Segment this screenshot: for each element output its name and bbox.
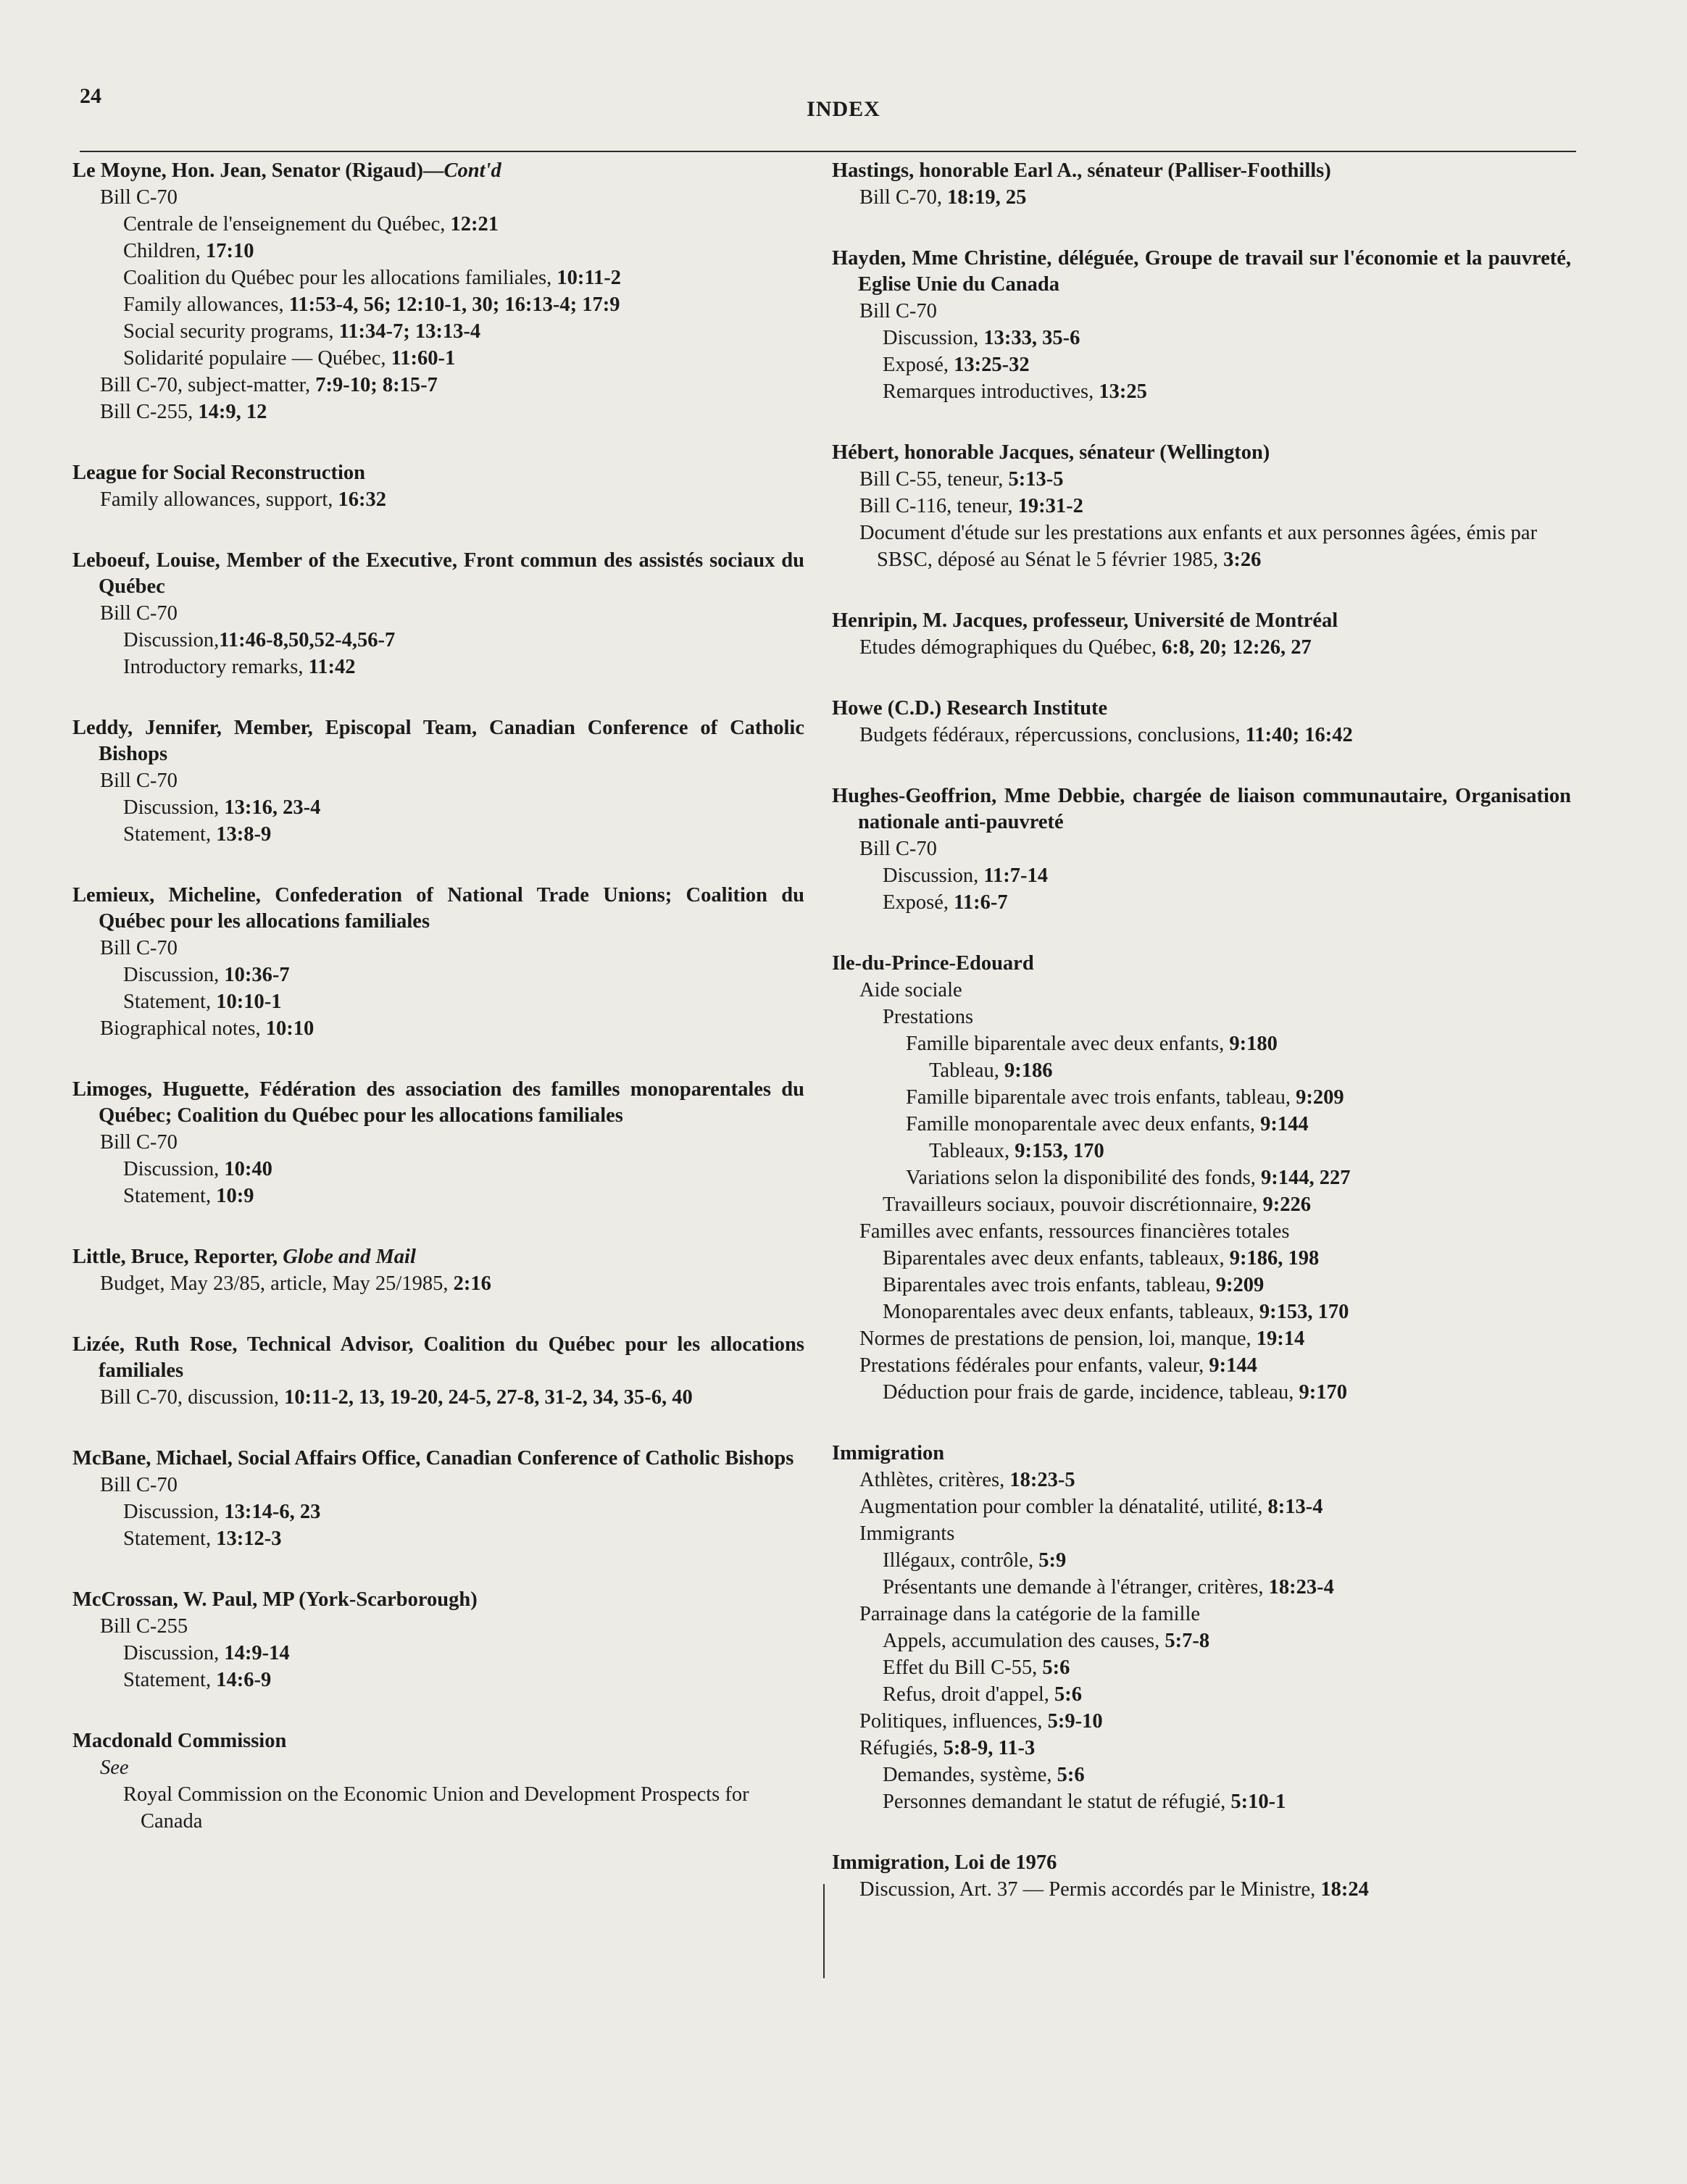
page-reference: 9:153, 170 <box>1259 1301 1349 1323</box>
index-entry <box>72 1587 804 1693</box>
subline-text: Monoparentales avec deux enfants, tableaux, <box>883 1301 1259 1323</box>
entry-heading-text: Le Moyne, Hon. Jean, Senator (Rigaud)— <box>72 159 444 182</box>
page-reference: 5:7-8 <box>1165 1630 1210 1652</box>
entry-subline <box>72 264 804 291</box>
subline-text: Prestations fédérales pour enfants, valeur, <box>859 1354 1209 1377</box>
subline-text: Etudes démographiques du Québec, <box>859 636 1162 659</box>
entry-subline <box>72 794 804 821</box>
entry-heading <box>832 158 1571 184</box>
page-reference: 16:32 <box>338 488 386 511</box>
page-reference: 5:6 <box>1042 1656 1070 1679</box>
page-reference: 11:34-7; 13:13-4 <box>338 320 481 343</box>
index-entry <box>832 608 1571 661</box>
subline-text: Royal Commission on the Economic Union and Development Prospects for Canada <box>123 1783 749 1833</box>
entry-subline <box>72 962 804 988</box>
entry-subline <box>72 1015 804 1042</box>
entry-subline <box>832 1379 1571 1406</box>
subline-text: Discussion, <box>123 1158 225 1180</box>
subline-text: Social security programs, <box>123 320 339 343</box>
page-reference: 9:144, 227 <box>1260 1167 1351 1189</box>
page-reference: 7:9-10; 8:15-7 <box>315 374 438 396</box>
page-reference: 3:26 <box>1223 549 1262 571</box>
subline-text: Déduction pour frais de garde, incidence, tableau, <box>883 1381 1299 1404</box>
entry-subline <box>832 1708 1571 1735</box>
entry-subline <box>72 654 804 680</box>
entry-subline <box>832 1601 1571 1627</box>
subline-text: Bill C-70, <box>859 186 948 209</box>
subline-text: Appels, accumulation des causes, <box>883 1630 1165 1652</box>
index-entry <box>72 1332 804 1411</box>
page-reference: 14:6-9 <box>216 1669 272 1691</box>
index-entry <box>72 1077 804 1209</box>
page-reference: 2:16 <box>453 1272 491 1295</box>
entry-subline <box>832 1272 1571 1299</box>
entry-subline <box>832 1493 1571 1520</box>
index-entry <box>832 1441 1571 1815</box>
page-reference: 11:46-8,50,52-4,56-7 <box>219 629 396 651</box>
subline-text: Bill C-70 <box>100 602 178 625</box>
subline-text: Bill C-70, subject-matter, <box>100 374 316 396</box>
index-entry <box>72 883 804 1042</box>
subline-text: See <box>100 1756 129 1779</box>
entry-heading-text: Lizée, Ruth Rose, Technical Advisor, Coalition du Québec pour les allocations familiales <box>72 1333 804 1382</box>
header-rule <box>80 151 1576 152</box>
subline-text: Remarques introductives, <box>883 380 1099 403</box>
subline-text: Bill C-70 <box>100 1474 178 1496</box>
entry-subline <box>72 1183 804 1209</box>
subline-text: Introductory remarks, <box>123 656 309 678</box>
entry-subline <box>832 862 1571 889</box>
page-reference: 10:9 <box>216 1185 254 1207</box>
page-reference: 18:19, 25 <box>947 186 1027 209</box>
entry-subline <box>72 1472 804 1499</box>
entry-heading-text: Lemieux, Micheline, Confederation of National Trade Unions; Coalition du Québec pour les allocations familiales <box>72 884 804 933</box>
entry-subline <box>832 835 1571 862</box>
entry-subline <box>832 1520 1571 1547</box>
entry-subline <box>832 520 1571 573</box>
subline-text: Children, <box>123 240 206 262</box>
subline-text: Discussion, <box>123 629 220 651</box>
subline-text: Statement, <box>123 1185 217 1207</box>
entry-heading <box>832 246 1571 298</box>
page-reference: 12:21 <box>450 213 499 236</box>
entry-heading <box>832 696 1571 722</box>
subline-text: Family allowances, <box>123 293 289 316</box>
entry-subline <box>72 486 804 513</box>
entry-heading-text: Limoges, Huguette, Fédération des association des familles monoparentales du Québec; Coalition du Québec pour les allocations familiales <box>72 1078 804 1127</box>
entry-subline <box>832 1004 1571 1030</box>
entry-subline <box>72 1499 804 1525</box>
subline-text: Bill C-70 <box>100 770 178 792</box>
index-entry <box>832 158 1571 211</box>
page-reference: 10:40 <box>224 1158 272 1180</box>
page-reference: 9:153, 170 <box>1015 1140 1104 1162</box>
page-reference: 11:40; 16:42 <box>1245 724 1353 746</box>
entry-heading-text: McCrossan, W. Paul, MP (York-Scarborough) <box>72 1588 478 1611</box>
index-entry <box>832 696 1571 749</box>
entry-heading <box>832 1441 1571 1467</box>
entry-subline <box>832 466 1571 493</box>
entry-heading <box>72 883 804 935</box>
subline-text: Famille biparentale avec deux enfants, <box>906 1033 1230 1055</box>
entry-subline <box>832 1218 1571 1245</box>
entry-heading-text: Hastings, honorable Earl A., sénateur (Palliser-Foothills) <box>832 159 1331 182</box>
subline-text: Athlètes, critères, <box>859 1469 1010 1491</box>
entry-subline <box>832 325 1571 351</box>
entry-heading <box>832 783 1571 835</box>
index-entry <box>72 1728 804 1835</box>
page-reference: 5:13-5 <box>1008 468 1064 491</box>
entry-subline <box>832 1138 1571 1164</box>
subline-text: Bill C-70, discussion, <box>100 1386 285 1409</box>
subline-text: Parrainage dans la catégorie de la famille <box>859 1603 1201 1625</box>
subline-text: Discussion, <box>123 796 225 819</box>
subline-text: Budget, May 23/85, article, May 25/1985, <box>100 1272 454 1295</box>
subline-text: Aide sociale <box>859 979 962 1001</box>
subline-text: Bill C-55, teneur, <box>859 468 1009 491</box>
entry-subline <box>832 184 1571 211</box>
entry-heading <box>832 951 1571 977</box>
entry-subline <box>72 767 804 794</box>
left-column <box>72 158 804 1870</box>
entry-subline <box>832 298 1571 325</box>
entry-heading <box>72 1728 804 1754</box>
entry-heading <box>72 1587 804 1613</box>
subline-text: Biographical notes, <box>100 1017 266 1040</box>
page-reference: 9:209 <box>1215 1274 1265 1296</box>
subline-text: Famille biparentale avec trois enfants, tableau, <box>906 1086 1296 1109</box>
entry-subline <box>832 378 1571 405</box>
index-entry <box>72 1244 804 1297</box>
entry-subline <box>72 600 804 627</box>
page-reference: 5:8-9, 11-3 <box>943 1737 1036 1759</box>
entry-heading <box>832 1850 1571 1876</box>
entry-heading-text: Hayden, Mme Christine, déléguée, Groupe de travail sur l'économie et la pauvreté, Eglise Unie du Canada <box>832 247 1571 296</box>
subline-text: Centrale de l'enseignement du Québec, <box>123 213 451 236</box>
entry-heading <box>72 548 804 600</box>
subline-text: Statement, <box>123 1527 217 1550</box>
page-reference: 10:36-7 <box>224 964 290 986</box>
entry-subline <box>72 345 804 372</box>
subline-text: Bill C-255, <box>100 401 199 423</box>
subline-text: Immigrants <box>859 1522 955 1545</box>
entry-subline <box>72 627 804 654</box>
entry-heading-text: Macdonald Commission <box>72 1730 287 1752</box>
subline-text: Coalition du Québec pour les allocations familiales, <box>123 267 557 289</box>
page-reference: 9:226 <box>1262 1193 1311 1216</box>
page-reference: 9:180 <box>1229 1033 1278 1055</box>
entry-subline <box>72 1270 804 1297</box>
subline-text: Family allowances, support, <box>100 488 338 511</box>
subline-text: Tableaux, <box>929 1140 1015 1162</box>
page-reference: 19:14 <box>1256 1328 1305 1350</box>
entry-subline <box>72 988 804 1015</box>
entry-subline <box>832 977 1571 1004</box>
column-divider <box>823 1884 825 1978</box>
subline-text: Réfugiés, <box>859 1737 944 1759</box>
entry-subline <box>832 493 1571 520</box>
entry-subline <box>832 722 1571 749</box>
subline-text: Bill C-70 <box>859 300 937 322</box>
entry-subline <box>832 1788 1571 1815</box>
page-reference: 10:11-2, 13, 19-20, 24-5, 27-8, 31-2, 34, 35-6, 40 <box>284 1386 693 1409</box>
subline-text: Document d'étude sur les prestations aux enfants et aux personnes âgées, émis par SBSC, déposé au Sénat le 5 février 1985, <box>859 522 1538 571</box>
entry-subline <box>72 291 804 318</box>
index-entry <box>832 440 1571 573</box>
entry-subline <box>832 1681 1571 1708</box>
entry-subline <box>832 1627 1571 1654</box>
subline-text: Bill C-70 <box>100 1131 178 1154</box>
entry-heading-text: McBane, Michael, Social Affairs Office, Canadian Conference of Catholic Bishops <box>72 1447 794 1470</box>
entry-subline <box>832 1245 1571 1272</box>
entry-subline <box>832 1084 1571 1111</box>
entry-subline <box>72 1640 804 1667</box>
subline-text: Politiques, influences, <box>859 1710 1048 1733</box>
entry-subline <box>832 1164 1571 1191</box>
subline-text: Budgets fédéraux, répercussions, conclusions, <box>859 724 1246 746</box>
entry-subline <box>72 318 804 345</box>
subline-text: Biparentales avec deux enfants, tableaux, <box>883 1247 1230 1270</box>
page-reference: 5:9-10 <box>1047 1710 1103 1733</box>
subline-text: Statement, <box>123 1669 217 1691</box>
entry-subline <box>72 1525 804 1552</box>
subline-text: Familles avec enfants, ressources financières totales <box>859 1220 1290 1243</box>
page-reference: 10:11-2 <box>557 267 622 289</box>
subline-text: Bill C-70 <box>100 186 178 209</box>
subline-text: Discussion, <box>883 864 984 887</box>
right-column <box>832 158 1571 1938</box>
index-entry <box>832 783 1571 916</box>
entry-subline <box>72 1384 804 1411</box>
page-reference: 11:53-4, 56; 12:10-1, 30; 16:13-4; 17:9 <box>288 293 620 316</box>
entry-subline <box>832 1299 1571 1325</box>
subline-text: Effet du Bill C-55, <box>883 1656 1043 1679</box>
running-head: INDEX <box>807 97 880 121</box>
entry-subline <box>72 821 804 848</box>
entry-subline <box>72 184 804 211</box>
page-reference: 11:6-7 <box>954 891 1008 914</box>
index-entry <box>72 715 804 848</box>
page-reference: 19:31-2 <box>1017 495 1083 517</box>
index-entry <box>72 460 804 513</box>
page-reference: 13:33, 35-6 <box>983 327 1080 349</box>
entry-heading-text: Howe (C.D.) Research Institute <box>832 697 1108 720</box>
page-reference: 17:10 <box>206 240 254 262</box>
entry-heading-text: Immigration, Loi de 1976 <box>832 1851 1057 1874</box>
index-entry <box>72 548 804 680</box>
page-reference: 8:13-4 <box>1267 1496 1323 1518</box>
page-reference: 11:42 <box>308 656 356 678</box>
page-reference: 9:186, 198 <box>1229 1247 1320 1270</box>
subline-text: Demandes, système, <box>883 1764 1057 1786</box>
entry-heading-text: Hébert, honorable Jacques, sénateur (Wellington) <box>832 441 1270 464</box>
subline-text: Normes de prestations de pension, loi, manque, <box>859 1328 1257 1350</box>
entry-subline <box>832 1352 1571 1379</box>
entry-heading <box>72 1244 804 1270</box>
index-entry <box>832 246 1571 405</box>
entry-subline <box>832 351 1571 378</box>
index-entry <box>832 1850 1571 1903</box>
entry-subline <box>832 1574 1571 1601</box>
subline-text: Tableau, <box>929 1059 1005 1082</box>
subline-text: Variations selon la disponibilité des fonds, <box>906 1167 1261 1189</box>
page-number: 24 <box>80 84 101 108</box>
entry-subline <box>832 1191 1571 1218</box>
entry-heading <box>72 1446 804 1472</box>
entry-heading-text: Immigration <box>832 1442 945 1464</box>
entry-subline <box>72 1667 804 1693</box>
entry-heading <box>72 715 804 767</box>
index-entry <box>72 1446 804 1552</box>
page-reference: 9:186 <box>1004 1059 1053 1082</box>
entry-heading-italic: Cont'd <box>443 159 501 182</box>
page-reference: 9:144 <box>1260 1113 1309 1135</box>
entry-subline <box>832 1762 1571 1788</box>
page-reference: 5:9 <box>1038 1549 1067 1572</box>
subline-text: Travailleurs sociaux, pouvoir discrétionnaire, <box>883 1193 1263 1216</box>
page-reference: 9:170 <box>1299 1381 1348 1404</box>
subline-text: Statement, <box>123 823 217 846</box>
entry-subline <box>832 1735 1571 1762</box>
subline-text: Augmentation pour combler la dénatalité, utilité, <box>859 1496 1268 1518</box>
entry-subline <box>72 1781 804 1835</box>
page-reference: 14:9-14 <box>224 1642 290 1664</box>
entry-subline <box>72 211 804 238</box>
entry-subline <box>72 399 804 425</box>
page-reference: 13:12-3 <box>216 1527 282 1550</box>
entry-heading-text: Leddy, Jennifer, Member, Episcopal Team, Canadian Conference of Catholic Bishops <box>72 717 804 765</box>
page-reference: 14:9, 12 <box>198 401 267 423</box>
page-reference: 5:6 <box>1057 1764 1085 1786</box>
page-reference: 6:8, 20; 12:26, 27 <box>1162 636 1312 659</box>
subline-text: Illégaux, contrôle, <box>883 1549 1039 1572</box>
subline-text: Bill C-70 <box>859 838 937 860</box>
entry-subline <box>832 1030 1571 1057</box>
subline-text: Discussion, <box>883 327 984 349</box>
entry-subline <box>832 1467 1571 1493</box>
subline-text: Famille monoparentale avec deux enfants, <box>906 1113 1261 1135</box>
entry-subline <box>832 1876 1571 1903</box>
entry-subline <box>72 1754 804 1781</box>
entry-subline <box>832 1325 1571 1352</box>
subline-text: Discussion, <box>123 964 225 986</box>
page-reference: 10:10 <box>265 1017 315 1040</box>
page-reference: 5:6 <box>1054 1683 1083 1706</box>
entry-subline <box>832 1654 1571 1681</box>
subline-text: Présentants une demande à l'étranger, critères, <box>883 1576 1269 1599</box>
subline-text: Solidarité populaire — Québec, <box>123 347 391 370</box>
entry-subline <box>72 1613 804 1640</box>
page-reference: 18:24 <box>1320 1878 1369 1901</box>
subline-text: Prestations <box>883 1006 974 1028</box>
subline-text: Discussion, Art. 37 — Permis accordés par le Ministre, <box>859 1878 1321 1901</box>
index-entry <box>72 158 804 425</box>
entry-heading <box>72 1077 804 1129</box>
entry-subline <box>832 634 1571 661</box>
entry-subline <box>832 889 1571 916</box>
entry-heading-text: Leboeuf, Louise, Member of the Executive, Front commun des assistés sociaux du Québec <box>72 549 804 598</box>
page-reference: 11:60-1 <box>391 347 456 370</box>
page-reference: 18:23-5 <box>1009 1469 1075 1491</box>
index-entry <box>832 951 1571 1406</box>
subline-text: Statement, <box>123 991 217 1013</box>
page-reference: 11:7-14 <box>983 864 1049 887</box>
subline-text: Bill C-70 <box>100 937 178 959</box>
page-reference: 13:25 <box>1099 380 1147 403</box>
page-reference: 18:23-4 <box>1268 1576 1334 1599</box>
entry-heading-text: League for Social Reconstruction <box>72 462 365 484</box>
entry-subline <box>72 1156 804 1183</box>
entry-subline <box>832 1111 1571 1138</box>
entry-heading <box>72 1332 804 1384</box>
page-reference: 10:10-1 <box>216 991 282 1013</box>
page-reference: 9:144 <box>1209 1354 1257 1377</box>
entry-subline <box>72 1129 804 1156</box>
subline-text: Biparentales avec trois enfants, tableau, <box>883 1274 1216 1296</box>
page-reference: 13:14-6, 23 <box>224 1501 321 1523</box>
page-reference: 13:8-9 <box>216 823 272 846</box>
entry-heading <box>832 608 1571 634</box>
entry-subline <box>72 935 804 962</box>
entry-heading-text: Hughes-Geoffrion, Mme Debbie, chargée de liaison communautaire, Organisation nationale anti-pauvreté <box>832 785 1571 833</box>
entry-heading-text: Henripin, M. Jacques, professeur, Université de Montréal <box>832 609 1338 632</box>
subline-text: Personnes demandant le statut de réfugié, <box>883 1791 1231 1813</box>
entry-heading-italic: Globe and Mail <box>283 1246 416 1268</box>
page-reference: 5:10-1 <box>1230 1791 1286 1813</box>
page-reference: 13:25-32 <box>954 354 1030 376</box>
entry-subline <box>72 238 804 264</box>
entry-subline <box>72 372 804 399</box>
entry-subline <box>832 1547 1571 1574</box>
entry-heading <box>72 460 804 486</box>
subline-text: Exposé, <box>883 891 954 914</box>
entry-subline <box>832 1057 1571 1084</box>
page-reference: 9:209 <box>1296 1086 1344 1109</box>
subline-text: Exposé, <box>883 354 954 376</box>
subline-text: Bill C-255 <box>100 1615 188 1638</box>
entry-heading-text: Ile-du-Prince-Edouard <box>832 952 1034 975</box>
subline-text: Discussion, <box>123 1642 225 1664</box>
subline-text: Discussion, <box>123 1501 225 1523</box>
subline-text: Bill C-116, teneur, <box>859 495 1018 517</box>
subline-text: Refus, droit d'appel, <box>883 1683 1055 1706</box>
entry-heading-text: Little, Bruce, Reporter, <box>72 1246 283 1268</box>
entry-heading <box>832 440 1571 466</box>
entry-heading <box>72 158 804 184</box>
page-reference: 13:16, 23-4 <box>224 796 321 819</box>
